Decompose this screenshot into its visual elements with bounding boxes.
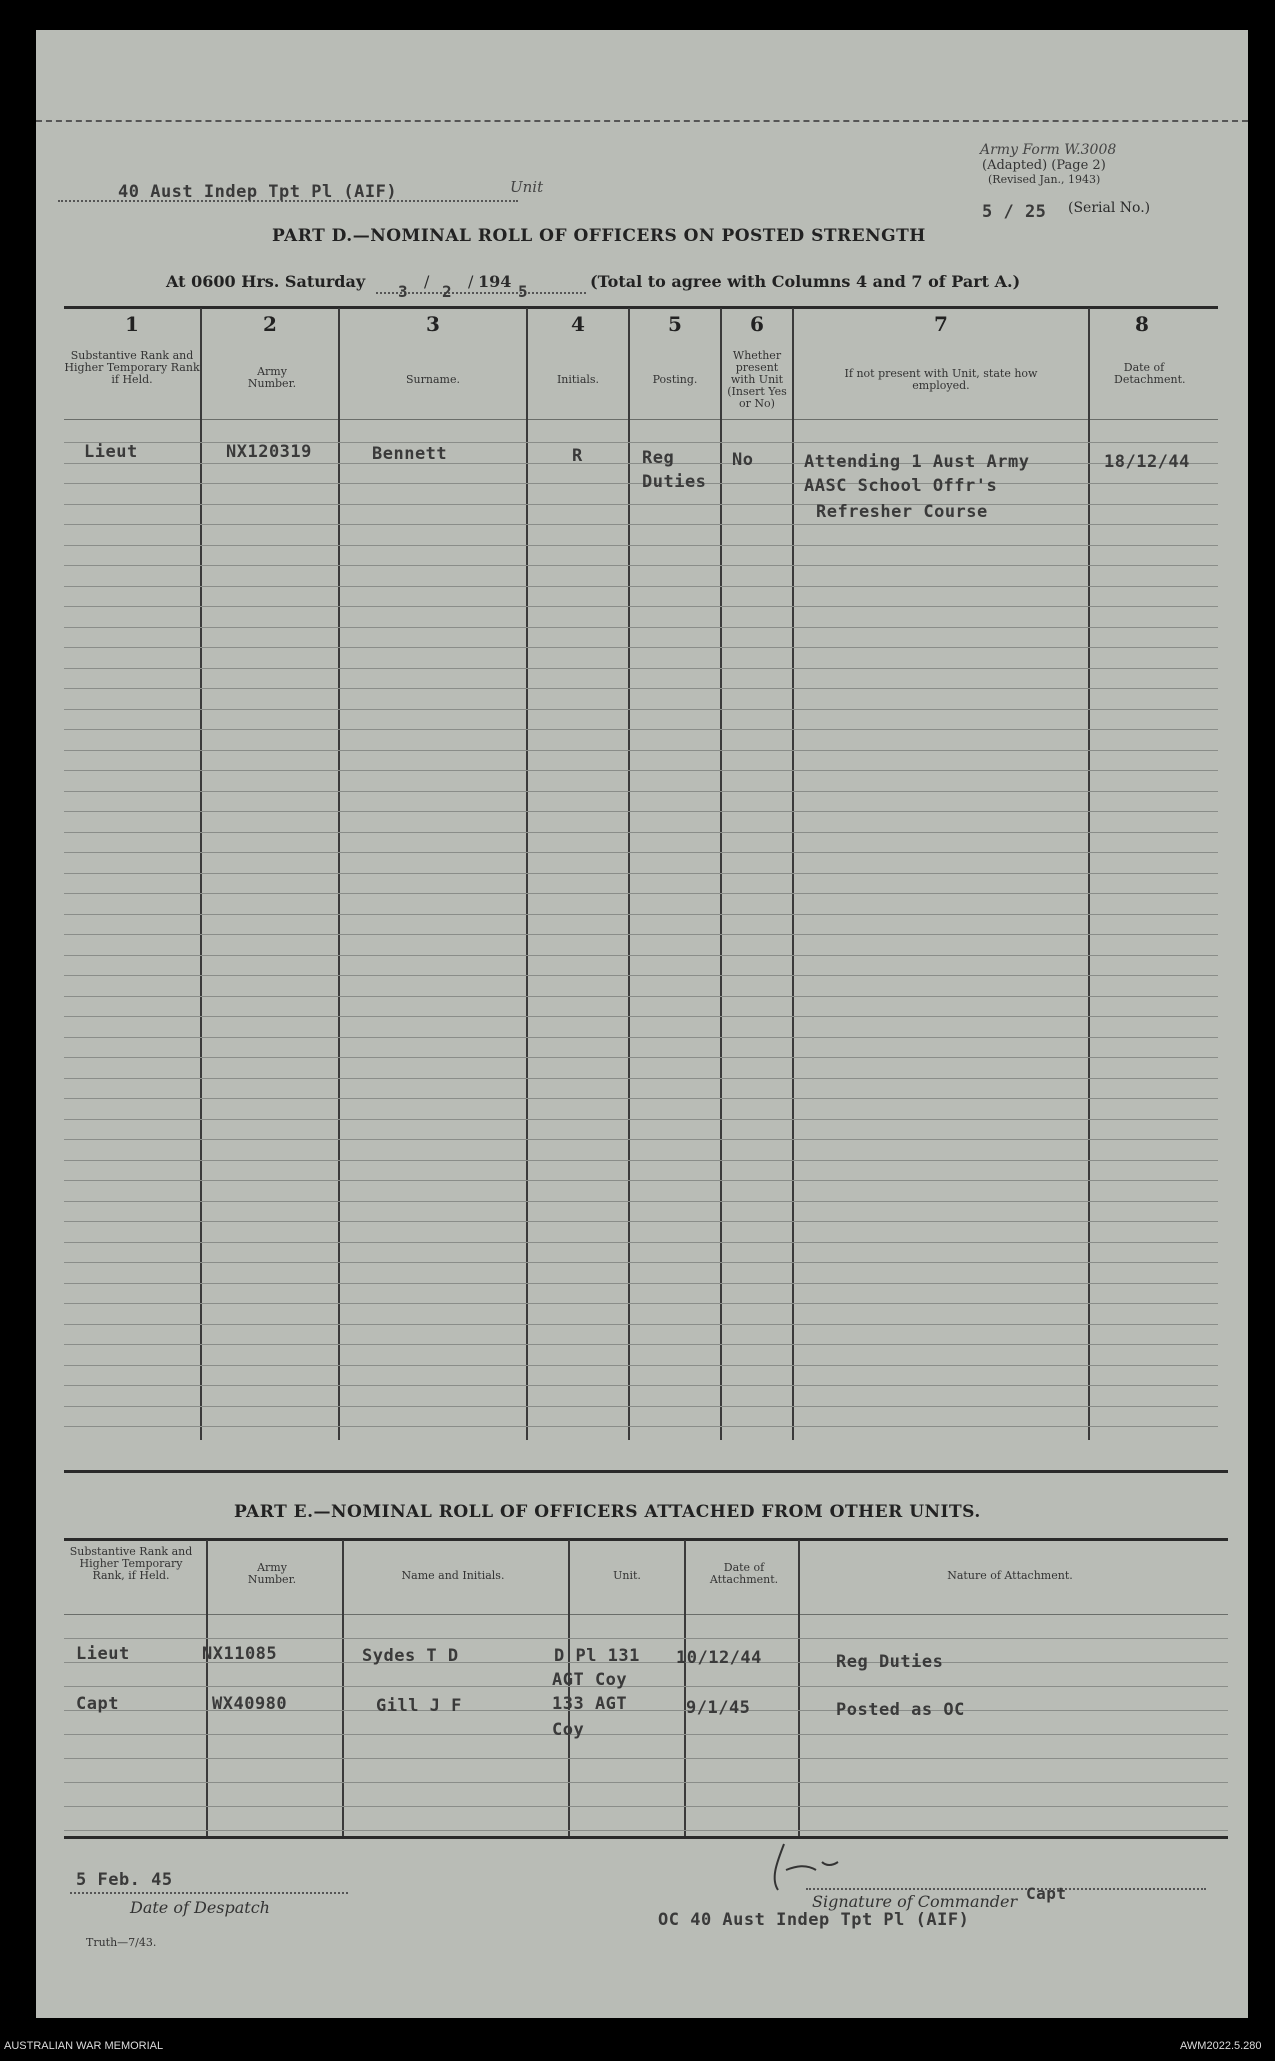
- ruled-line: [64, 1139, 1218, 1140]
- e-head-name: Name and Initials.: [401, 1569, 505, 1582]
- e-row-name: Gill J F: [376, 1696, 462, 1716]
- ruled-line: [64, 1303, 1218, 1304]
- d-row-surname: Bennett: [372, 444, 448, 464]
- signature-dotted-line: [806, 1888, 1206, 1890]
- col-num-4: 4: [571, 312, 585, 336]
- ruled-line: [64, 483, 1218, 484]
- signature-label: Signature of Commander: [812, 1892, 1018, 1911]
- ruled-line: [64, 586, 1218, 587]
- ruled-line: [64, 832, 1218, 833]
- ruled-line: [64, 1758, 1228, 1759]
- ruled-line: [64, 1426, 1218, 1427]
- ruled-line: [64, 873, 1218, 874]
- col-num-6: 6: [750, 312, 764, 336]
- part-e-col-divider: [684, 1540, 686, 1838]
- d-row-employed-1: Attending 1 Aust Army: [804, 452, 1030, 472]
- part-d-col-divider: [792, 308, 794, 1440]
- part-e-top-rule: [64, 1470, 1228, 1473]
- archive-credit: AUSTRALIAN WAR MEMORIAL: [4, 2040, 164, 2052]
- ruled-line: [64, 688, 1218, 689]
- e-row-nature: Reg Duties: [836, 1652, 944, 1672]
- archive-reference: AWM2022.5.280: [1180, 2040, 1262, 2052]
- part-d-col-divider: [338, 308, 340, 1440]
- part-e-col-divider: [798, 1540, 800, 1838]
- rank-stamp: Capt: [1026, 1884, 1067, 1903]
- ruled-line: [64, 934, 1218, 935]
- part-d-col-divider: [628, 308, 630, 1440]
- ruled-line: [64, 524, 1218, 525]
- e-row-rank: Capt: [76, 1694, 119, 1714]
- part-d-col-divider: [1088, 308, 1090, 1440]
- ruled-line: [64, 791, 1218, 792]
- e-head-unit: Unit.: [613, 1569, 641, 1582]
- part-e-col-divider: [342, 1540, 344, 1838]
- col-head-employed: If not present with Unit, state how employed.: [844, 367, 1038, 392]
- ruled-line: [64, 647, 1218, 648]
- form-adapted: (Adapted) (Page 2): [982, 158, 1106, 173]
- e-row-unit-2: Coy: [552, 1720, 585, 1740]
- d-row-initials: R: [572, 446, 583, 466]
- ruled-line: [64, 955, 1218, 956]
- ruled-line: [64, 1344, 1218, 1345]
- ruled-line: [64, 565, 1218, 566]
- commander-value: OC 40 Aust Indep Tpt Pl (AIF): [658, 1910, 970, 1930]
- date-sep-1: /: [424, 272, 430, 291]
- ruled-line: [64, 1830, 1228, 1831]
- print-code: Truth—7/43.: [86, 1936, 157, 1949]
- ruled-line: [64, 1098, 1218, 1099]
- serial-label: (Serial No.): [1068, 200, 1151, 216]
- d-row-date: 18/12/44: [1104, 452, 1190, 472]
- form-number: Army Form W.3008: [980, 142, 1117, 158]
- e-head-rank: Substantive Rank and Higher Temporary Rank, if Held.: [69, 1545, 193, 1582]
- date-year-prefix: 194: [478, 272, 512, 291]
- e-head-nature: Nature of Attachment.: [947, 1569, 1073, 1582]
- ruled-line: [64, 1385, 1218, 1386]
- ruled-line: [64, 996, 1218, 997]
- part-d-title: PART D.—NOMINAL ROLL OF OFFICERS ON POSTED STRENGTH: [272, 226, 926, 246]
- d-row-employed-2: AASC School Offr's: [804, 476, 998, 496]
- col-num-2: 2: [263, 312, 277, 336]
- unit-value: 40 Aust Indep Tpt Pl (AIF): [118, 182, 398, 202]
- d-row-posting-1: Reg: [642, 448, 675, 468]
- ruled-line: [64, 893, 1218, 894]
- col-num-7: 7: [934, 312, 948, 336]
- at-label: At 0600 Hrs. Saturday: [166, 272, 366, 291]
- col-num-1: 1: [125, 312, 139, 336]
- ruled-line: [64, 1119, 1218, 1120]
- col-head-initials: Initials.: [556, 373, 600, 386]
- ruled-line: [64, 1406, 1218, 1407]
- ruled-line: [64, 914, 1218, 915]
- part-e-title: PART E.—NOMINAL ROLL OF OFFICERS ATTACHED FROM OTHER UNITS.: [234, 1502, 981, 1522]
- ruled-line: [64, 1016, 1218, 1017]
- e-row-army-number: WX40980: [212, 1694, 288, 1714]
- part-d-top-rule: [64, 306, 1218, 309]
- part-d-header-rule: [64, 419, 1218, 420]
- ruled-line: [64, 1686, 1228, 1687]
- part-e-col-divider: [206, 1540, 208, 1838]
- ruled-line: [64, 1283, 1218, 1284]
- ruled-line: [64, 770, 1218, 771]
- commander-signature: [756, 1840, 876, 1900]
- d-row-present: No: [732, 450, 754, 470]
- ruled-line: [64, 1638, 1228, 1639]
- d-row-army-number: NX120319: [226, 442, 312, 462]
- d-row-posting-2: Duties: [642, 472, 707, 492]
- ruled-line: [64, 709, 1218, 710]
- e-row-nature: Posted as OC: [836, 1700, 965, 1720]
- ruled-line: [64, 1806, 1228, 1807]
- e-row-rank: Lieut: [76, 1644, 130, 1664]
- unit-label: Unit: [510, 178, 544, 196]
- ruled-line: [64, 463, 1218, 464]
- ruled-line: [64, 668, 1218, 669]
- ruled-line: [64, 627, 1218, 628]
- col-head-posting: Posting.: [652, 373, 698, 386]
- d-row-rank: Lieut: [84, 442, 138, 462]
- date-month: 2: [442, 282, 453, 301]
- ruled-line: [64, 1365, 1218, 1366]
- form-page: [36, 30, 1248, 2018]
- d-row-employed-3: Refresher Course: [816, 502, 988, 522]
- part-e-table-rule: [64, 1538, 1228, 1541]
- form-revised: (Revised Jan., 1943): [988, 173, 1101, 186]
- e-row-date: 10/12/44: [676, 1648, 762, 1668]
- ruled-line: [64, 545, 1218, 546]
- ruled-line: [64, 1324, 1218, 1325]
- e-row-army-number: NX11085: [202, 1644, 278, 1664]
- ruled-line: [64, 729, 1218, 730]
- ruled-line: [64, 852, 1218, 853]
- despatch-dotted-line: [70, 1892, 348, 1894]
- part-e-bottom-rule: [64, 1836, 1228, 1839]
- col-head-surname: Surname.: [406, 373, 460, 386]
- part-d-col-divider: [526, 308, 528, 1440]
- date-sep-2: /: [468, 272, 474, 291]
- ruled-line: [64, 1242, 1218, 1243]
- serial-value: 5 / 25: [982, 202, 1047, 222]
- despatch-label: Date of Despatch: [130, 1898, 270, 1917]
- ruled-line: [64, 1201, 1218, 1202]
- ruled-line: [64, 504, 1218, 505]
- col-num-8: 8: [1135, 312, 1149, 336]
- ruled-line: [64, 1221, 1218, 1222]
- part-d-col-divider: [200, 308, 202, 1440]
- date-year-suffix: 5: [518, 282, 529, 301]
- ruled-line: [64, 750, 1218, 751]
- e-row-date: 9/1/45: [686, 1698, 751, 1718]
- col-head-army-number: Army Number.: [247, 365, 297, 390]
- part-d-col-divider: [720, 308, 722, 1440]
- despatch-value: 5 Feb. 45: [76, 1870, 173, 1890]
- ruled-line: [64, 1078, 1218, 1079]
- ruled-line: [64, 811, 1218, 812]
- ruled-line: [64, 1160, 1218, 1161]
- ruled-line: [64, 1734, 1228, 1735]
- e-row-unit-1: 133 AGT: [552, 1694, 628, 1714]
- e-row-name: Sydes T D: [362, 1646, 459, 1666]
- date-day: 3: [398, 282, 409, 301]
- col-num-5: 5: [668, 312, 682, 336]
- part-e-header-rule: [64, 1614, 1228, 1615]
- ruled-line: [64, 1057, 1218, 1058]
- col-head-date: Date of Detachment.: [1114, 361, 1186, 386]
- col-head-present: Whether present with Unit (Insert Yes or No): [727, 349, 787, 410]
- ruled-line: [64, 975, 1218, 976]
- e-head-army-number: Army Number.: [247, 1561, 297, 1586]
- ruled-line: [64, 606, 1218, 607]
- total-note: (Total to agree with Columns 4 and 7 of Part A.): [590, 272, 1021, 291]
- col-num-3: 3: [426, 312, 440, 336]
- perforation-line: [36, 120, 1248, 122]
- e-row-unit-1: D Pl 131: [554, 1646, 640, 1666]
- ruled-line: [64, 1180, 1218, 1181]
- e-row-unit-2: AGT Coy: [552, 1670, 628, 1690]
- col-head-rank: Substantive Rank and Higher Temporary Rank if Held.: [64, 349, 200, 386]
- ruled-line: [64, 1037, 1218, 1038]
- ruled-line: [64, 1262, 1218, 1263]
- ruled-line: [64, 1782, 1228, 1783]
- e-head-date: Date of Attachment.: [709, 1561, 779, 1586]
